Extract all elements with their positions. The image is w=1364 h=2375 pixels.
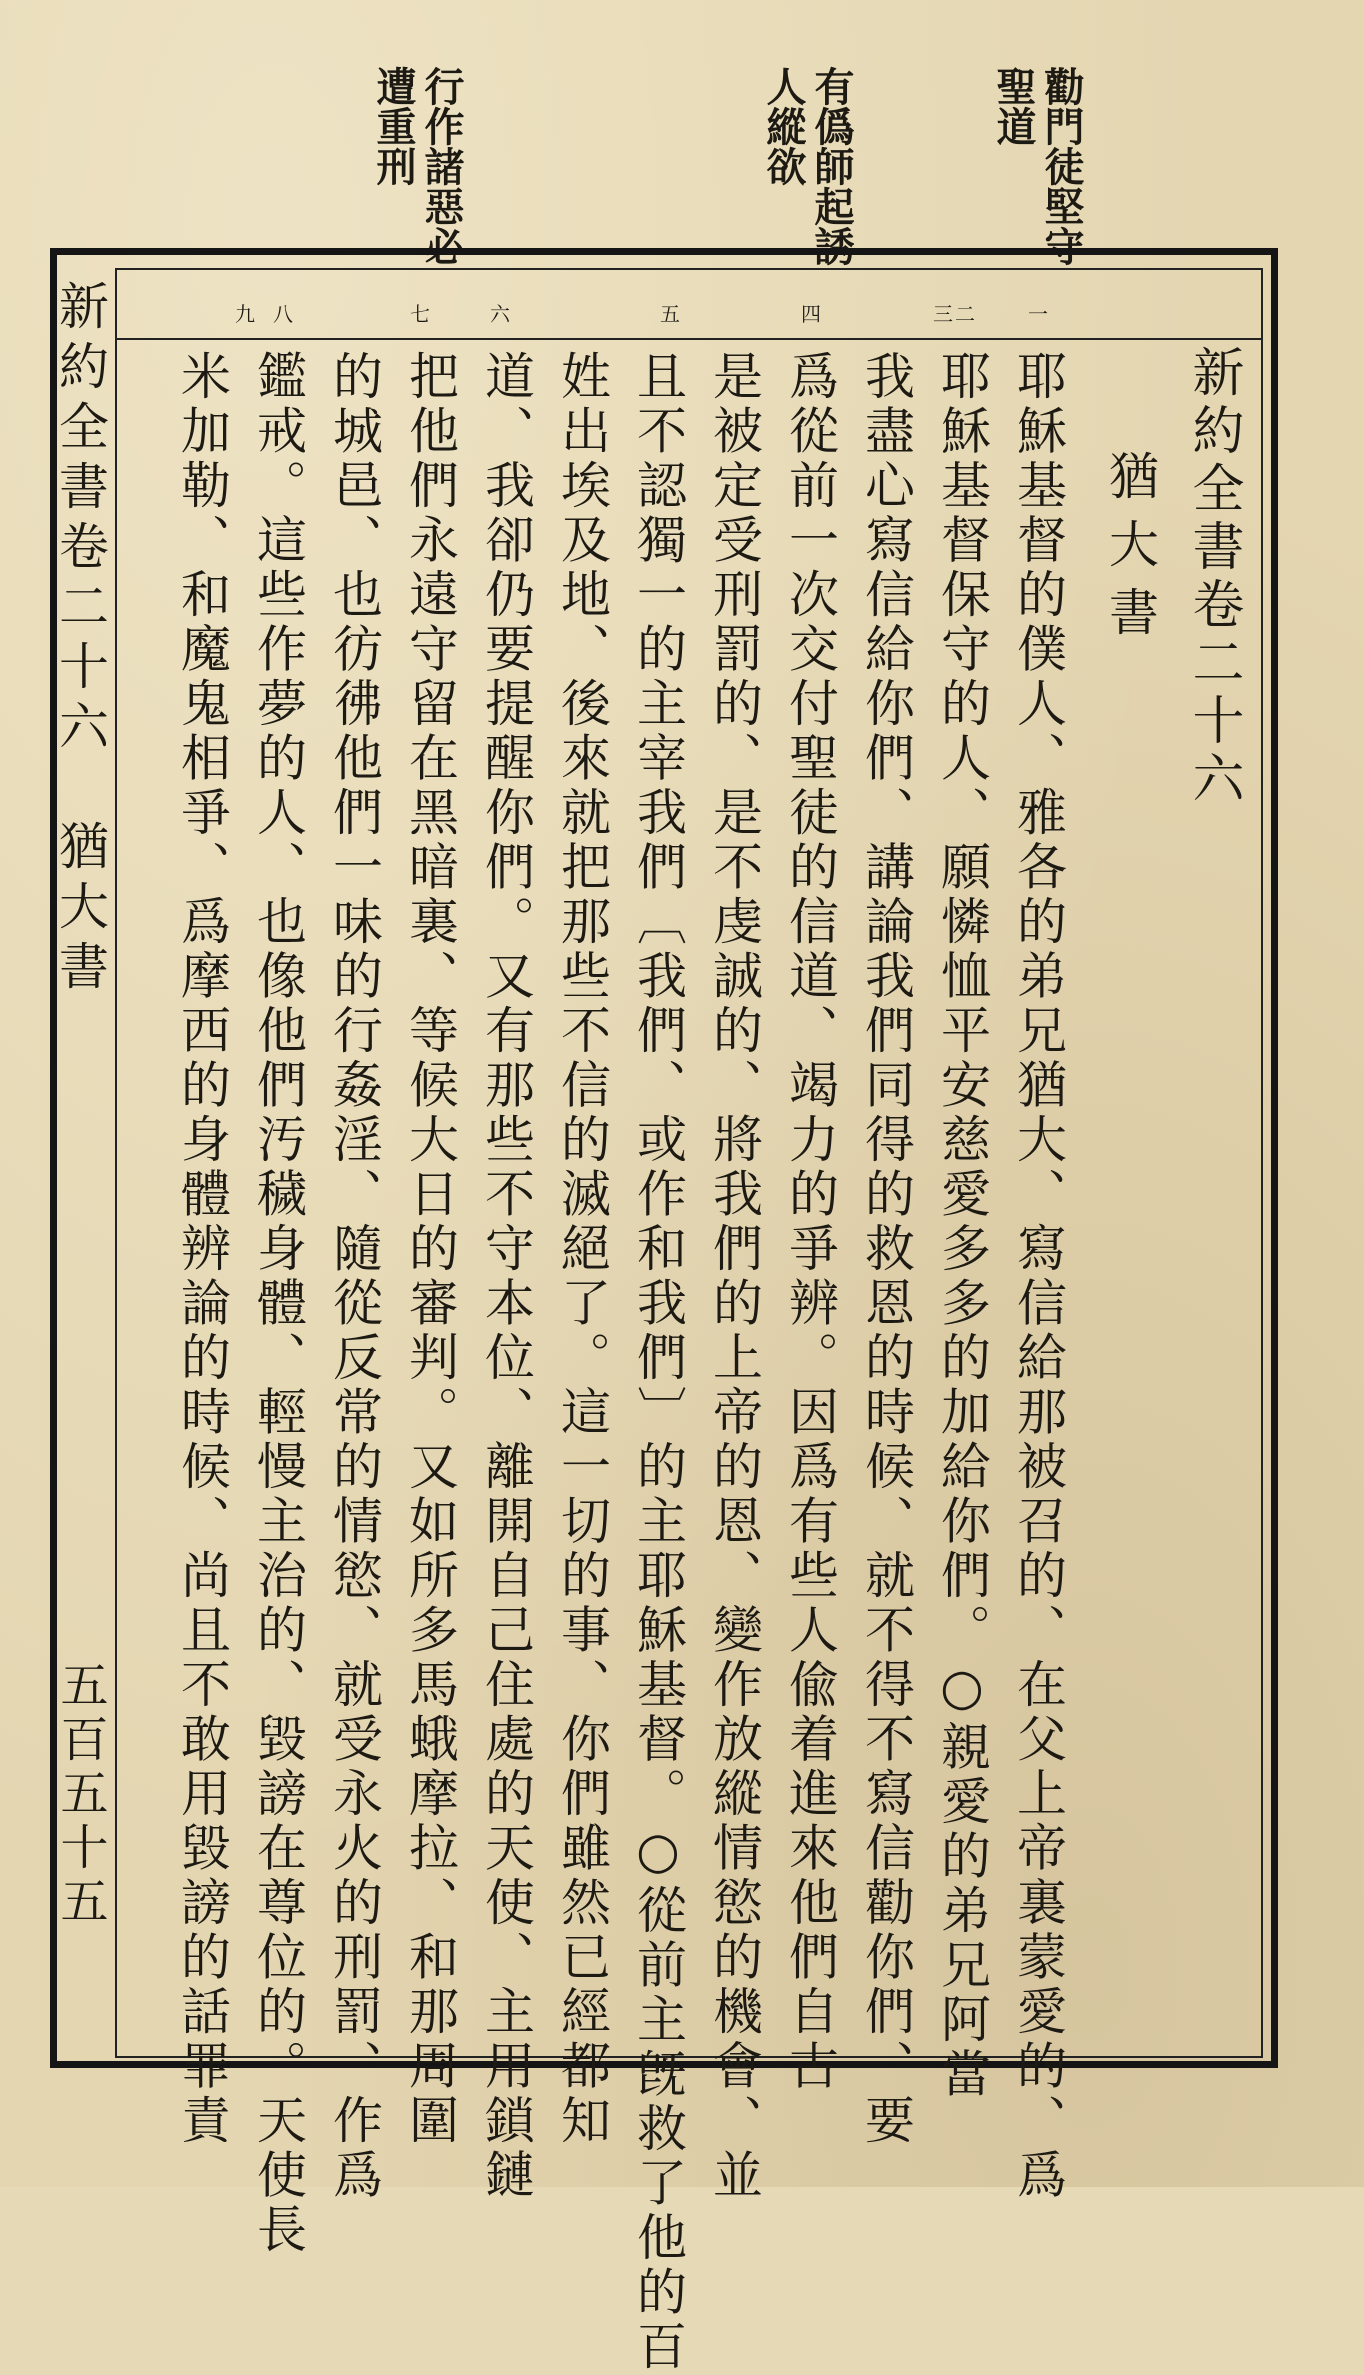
verse-number: 七 (410, 302, 430, 326)
margin-note: 行作諸惡必遭重刑 (370, 66, 465, 266)
text-column: 耶穌基督保守的人、願憐恤平安慈愛多多的加給你們。○親愛的弟兄阿當 (933, 350, 991, 2102)
margin-note: 勸門徒堅守聖道 (990, 66, 1085, 266)
page-number: 五百五十五 (52, 1660, 108, 1930)
text-column: 耶穌基督的僕人、雅各的弟兄猶大、寫信給那被召的、在父上帝裏蒙愛的、爲 (1009, 350, 1067, 2203)
section-title: 猶大書 (1101, 450, 1159, 654)
text-column: 是被定受刑罰的、是不虔誠的、將我們的上帝的恩、變作放縱情慾的機會、並 (705, 350, 763, 2203)
text-column: 爲從前一次交付聖徒的信道、竭力的爭辨。因爲有些人偸着進來他們自古 (781, 350, 839, 2094)
verse-number: 三 (933, 302, 953, 326)
text-column: 且不認獨一的主宰我們〔我們、或作和我們〕的主耶穌基督。○從前主旣救了他的百 (629, 350, 687, 2375)
text-column: 我盡心寫信給你們、講論我們同得的救恩的時候、就不得不寫信勸你們、要 (857, 350, 915, 2149)
verse-number: 八 (273, 302, 293, 326)
margin-note: 有僞師起誘人縱欲 (760, 66, 855, 266)
verse-number: 二 (955, 302, 975, 326)
text-column: 的城邑、也彷彿他們一味的行姦淫、隨從反常的情慾、就受永火的刑罰、作爲 (325, 350, 383, 2203)
text-column: 米加勒、和魔鬼相爭、爲摩西的身體辨論的時候、尚且不敢用毀謗的話罪責 (173, 350, 231, 2149)
verse-number: 五 (660, 302, 680, 326)
running-head: 新約全書卷二十六 猶大書 (51, 280, 109, 1000)
verse-number-rule (117, 338, 1261, 340)
verse-number: 九 (235, 302, 255, 326)
book-title: 新約全書卷二十六 (1183, 345, 1243, 809)
text-column: 道、我卻仍要提醒你們。又有那些不守本位、離開自己住處的天使、主用鎖鏈 (477, 350, 535, 2203)
text-column: 鑑戒。這些作夢的人、也像他們汚穢身體、輕慢主治的、毀謗在尊位的。天使長 (249, 350, 307, 2258)
text-column: 姓出埃及地、後來就把那些不信的滅絕了。這一切的事、你們雖然已經都知 (553, 350, 611, 2149)
verse-number: 一 (1028, 302, 1048, 326)
text-column: 把他們永遠守留在黑暗裏、等候大日的審判。又如所多馬蛾摩拉、和那周圍 (401, 350, 459, 2149)
verse-number: 六 (490, 302, 510, 326)
verse-number: 四 (801, 302, 821, 326)
